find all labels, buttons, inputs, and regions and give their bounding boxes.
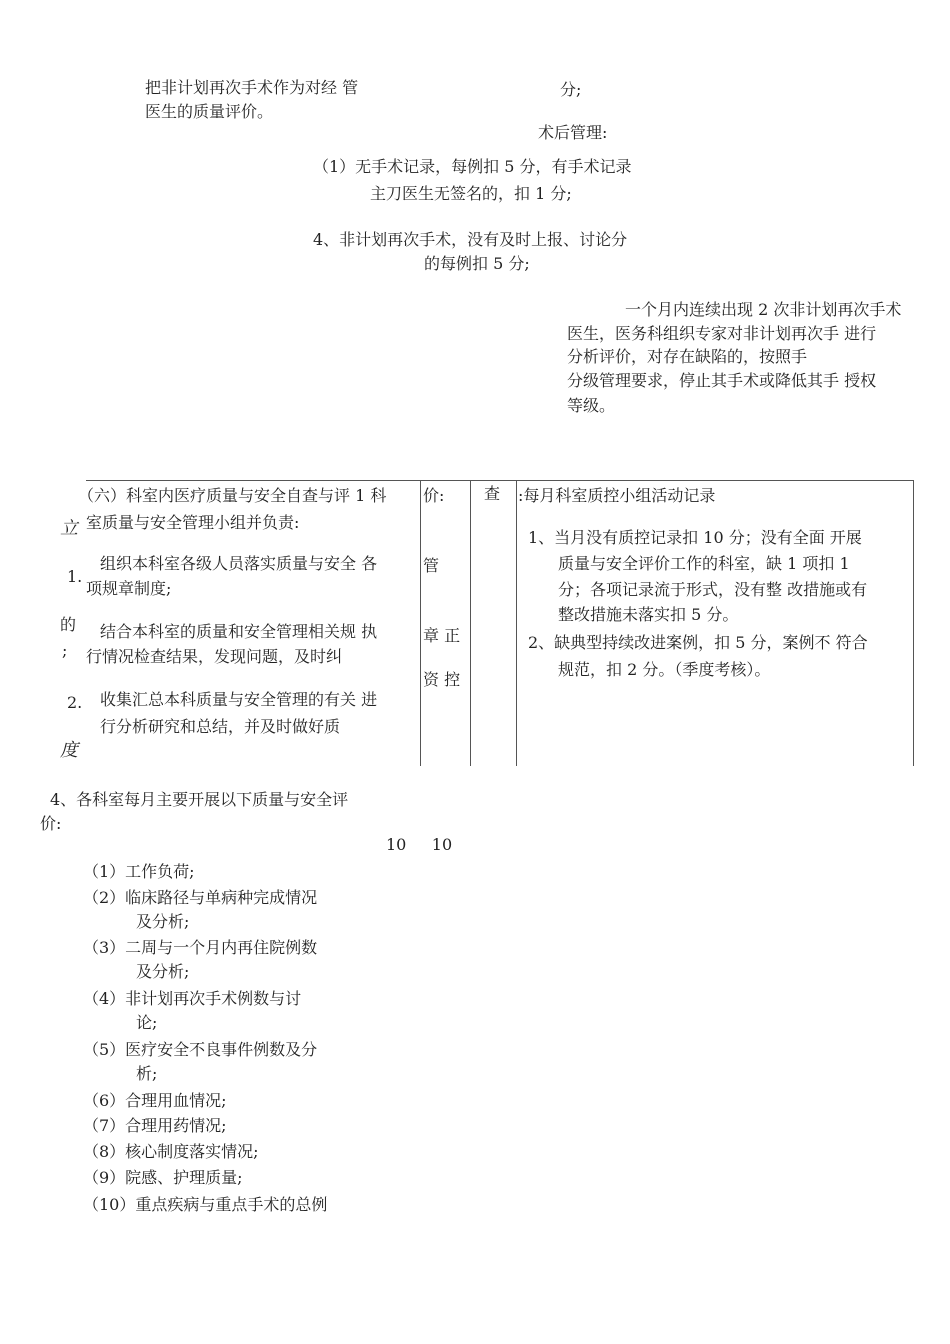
eval-item-3: （3）二周与一个月内再住院例数: [83, 938, 318, 957]
item4-line-1: 4、非计划再次手术，没有及时上报、讨论分: [313, 230, 628, 249]
col4-line-6: 2、缺典型持续改进案例，扣 5 分，案例不 符合: [528, 633, 868, 652]
month-line-2: 医生，医务科组织专家对非计划再次手 进行: [567, 324, 877, 343]
col2-guan: 管: [423, 556, 440, 575]
month-line-3: 分析评价，对存在缺陷的，按照手: [567, 347, 808, 366]
month-line-5: 等级。: [567, 396, 616, 415]
table-divider-2: [470, 481, 471, 766]
evaluation-intro-line-2: 价:: [40, 814, 62, 833]
eval-item-5: （5）医疗安全不良事件例数及分: [83, 1040, 318, 1059]
item1-line-1: （1）无手术记录，每例扣 5 分，有手术记录: [313, 157, 632, 176]
table-divider-4: [913, 481, 914, 766]
col4-line-4: 分；各项记录流于形式，没有整 改措施或有: [558, 580, 868, 599]
item4-line-2: 的每例扣 5 分;: [424, 254, 530, 273]
postop-heading: 术后管理:: [538, 123, 608, 142]
eval-item-3-cont: 及分析;: [136, 962, 190, 981]
col4-line-5: 整改措施未落实扣 5 分。: [558, 605, 739, 624]
table-divider-1: [420, 481, 421, 766]
margin-char-1: 1.: [67, 567, 83, 586]
tens-text: 10 10: [386, 835, 453, 854]
col2-zhang-zheng: 章 正: [423, 626, 461, 645]
col1-line-5: 结合本科室的质量和安全管理相关规 执: [100, 622, 378, 641]
eval-item-1: （1）工作负荷;: [83, 862, 195, 881]
margin-char-li: 立: [60, 518, 78, 539]
col4-line-7: 规范，扣 2 分。（季度考核）。: [558, 660, 771, 679]
margin-char-2: 2.: [67, 693, 83, 712]
eval-item-2-cont: 及分析;: [136, 912, 190, 931]
col1-line-2: 室质量与安全管理小组并负责:: [86, 513, 300, 532]
eval-item-6: （6）合理用血情况;: [83, 1091, 227, 1110]
margin-char-semicolon: ;: [62, 641, 68, 660]
col3-cha: 查: [484, 484, 501, 503]
eval-item-2: （2）临床路径与单病种完成情况: [83, 888, 318, 907]
col4-line-2: 1、当月没有质控记录扣 10 分；没有全面 开展: [528, 528, 862, 547]
month-line-4: 分级管理要求，停止其手术或降低其手 授权: [567, 371, 877, 390]
col4-line-3: 质量与安全评价工作的科室，缺 1 项扣 1: [558, 554, 850, 573]
eval-item-4-cont: 论;: [136, 1013, 158, 1032]
eval-item-5-cont: 析;: [136, 1064, 158, 1083]
eval-item-7: （7）合理用药情况;: [83, 1116, 227, 1135]
col2-zi-kong: 资 控: [423, 670, 461, 689]
col1-line-6: 行情况检查结果，发现问题，及时纠: [86, 647, 343, 666]
margin-char-du: 度: [60, 740, 78, 761]
col1-line-7: 收集汇总本科质量与安全管理的有关 进: [100, 690, 378, 709]
evaluation-intro-line-1: 4、各科室每月主要开展以下质量与安全评: [50, 790, 349, 809]
eval-item-10: （10）重点疾病与重点手术的总例: [83, 1195, 328, 1214]
col1-line-8: 行分析研究和总结，并及时做好质: [100, 717, 341, 736]
col4-line-1: :每月科室质控小组活动记录: [518, 486, 716, 505]
col1-line-4: 项规章制度;: [86, 579, 172, 598]
col2-jia: 价:: [423, 486, 445, 505]
eval-item-9: （9）院感、护理质量;: [83, 1168, 243, 1187]
eval-item-4: （4）非计划再次手术例数与讨: [83, 989, 302, 1008]
table-divider-3: [516, 481, 517, 766]
eval-item-8: （8）核心制度落实情况;: [83, 1142, 259, 1161]
month-line-1: 一个月内连续出现 2 次非计划再次手术: [625, 300, 902, 319]
item1-line-2: 主刀医生无签名的，扣 1 分;: [370, 184, 572, 203]
margin-char-de: 的: [60, 615, 77, 634]
left-text-line-1: 把非计划再次手术作为对经 管: [145, 78, 359, 97]
left-text-line-2: 医生的质量评价。: [145, 102, 274, 121]
fen-text: 分;: [560, 80, 582, 99]
col1-line-1: （六）科室内医疗质量与安全自查与评 1 科: [78, 486, 387, 505]
col1-line-3: 组织本科室各级人员落实质量与安全 各: [100, 554, 378, 573]
